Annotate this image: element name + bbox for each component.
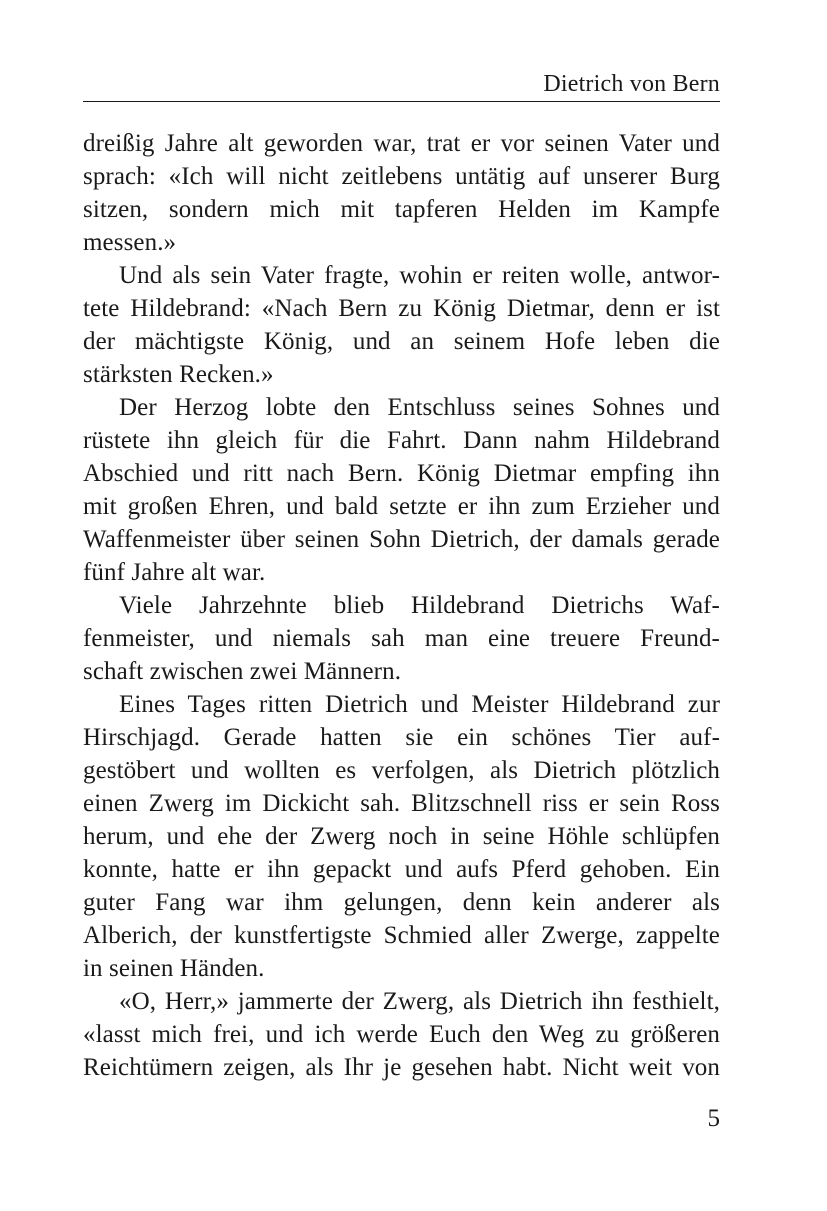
text-line: fenmeister, und niemals sah man eine treuere Freund- <box>83 625 720 652</box>
text-line: Viele Jahrzehnte blieb Hildebrand Dietrichs Waf- <box>119 592 720 619</box>
text-line: messen.» <box>83 229 177 256</box>
text-line: Und als sein Vater fragte, wohin er reiten wolle, antwor- <box>119 262 720 289</box>
text-line: Abschied und ritt nach Bern. König Dietmar empfing ihn <box>83 460 720 487</box>
text-line: schaft zwischen zwei Männern. <box>83 658 402 685</box>
text-line: fünf Jahre alt war. <box>83 559 266 586</box>
page-number: 5 <box>707 1105 720 1132</box>
text-line: «O, Herr,» jammerte der Zwerg, als Dietrich ihn festhielt, <box>119 988 720 1015</box>
text-line: in seinen Händen. <box>83 955 265 982</box>
running-title: Dietrich von Bern <box>543 71 720 97</box>
body-text <box>83 127 720 1084</box>
text-line: gestöbert und wollten es verfolgen, als Dietrich plötzlich <box>83 757 720 784</box>
running-head <box>83 70 720 102</box>
text-line: herum, und ehe der Zwerg noch in seine Höhle schlüpfen <box>83 823 720 850</box>
text-line: Reichtümern zeigen, als Ihr je gesehen habt. Nicht weit von <box>83 1054 720 1081</box>
text-line: Alberich, der kunstfertigste Schmied aller Zwerge, zappelte <box>83 922 720 949</box>
text-line: rüstete ihn gleich für die Fahrt. Dann nahm Hildebrand <box>83 427 720 454</box>
text-line: Eines Tages ritten Dietrich und Meister Hildebrand zur <box>119 691 720 718</box>
text-line: der mächtigste König, und an seinem Hofe leben die <box>83 328 720 355</box>
text-line: Hirschjagd. Gerade hatten sie ein schönes Tier auf- <box>83 724 720 751</box>
text-line: einen Zwerg im Dickicht sah. Blitzschnell riss er sein Ross <box>83 790 720 817</box>
text-line: konnte, hatte er ihn gepackt und aufs Pferd gehoben. Ein <box>83 856 720 883</box>
text-line: Der Herzog lobte den Entschluss seines Sohnes und <box>119 394 720 421</box>
text-line: mit großen Ehren, und bald setzte er ihn zum Erzieher und <box>83 493 720 520</box>
text-line: «lasst mich frei, und ich werde Euch den Weg zu größeren <box>83 1021 720 1048</box>
text-line: sprach: «Ich will nicht zeitlebens untätig auf unserer Burg <box>83 163 720 190</box>
text-line: guter Fang war ihm gelungen, denn kein anderer als <box>83 889 720 916</box>
text-line: tete Hildebrand: «Nach Bern zu König Dietmar, denn er ist <box>83 295 720 322</box>
text-line: stärksten Recken.» <box>83 361 274 388</box>
text-line: dreißig Jahre alt geworden war, trat er vor seinen Vater und <box>83 130 720 157</box>
text-line: Waffenmeister über seinen Sohn Dietrich, der damals gerade <box>83 526 720 553</box>
text-line: sitzen, sondern mich mit tapferen Helden im Kampfe <box>83 196 720 223</box>
